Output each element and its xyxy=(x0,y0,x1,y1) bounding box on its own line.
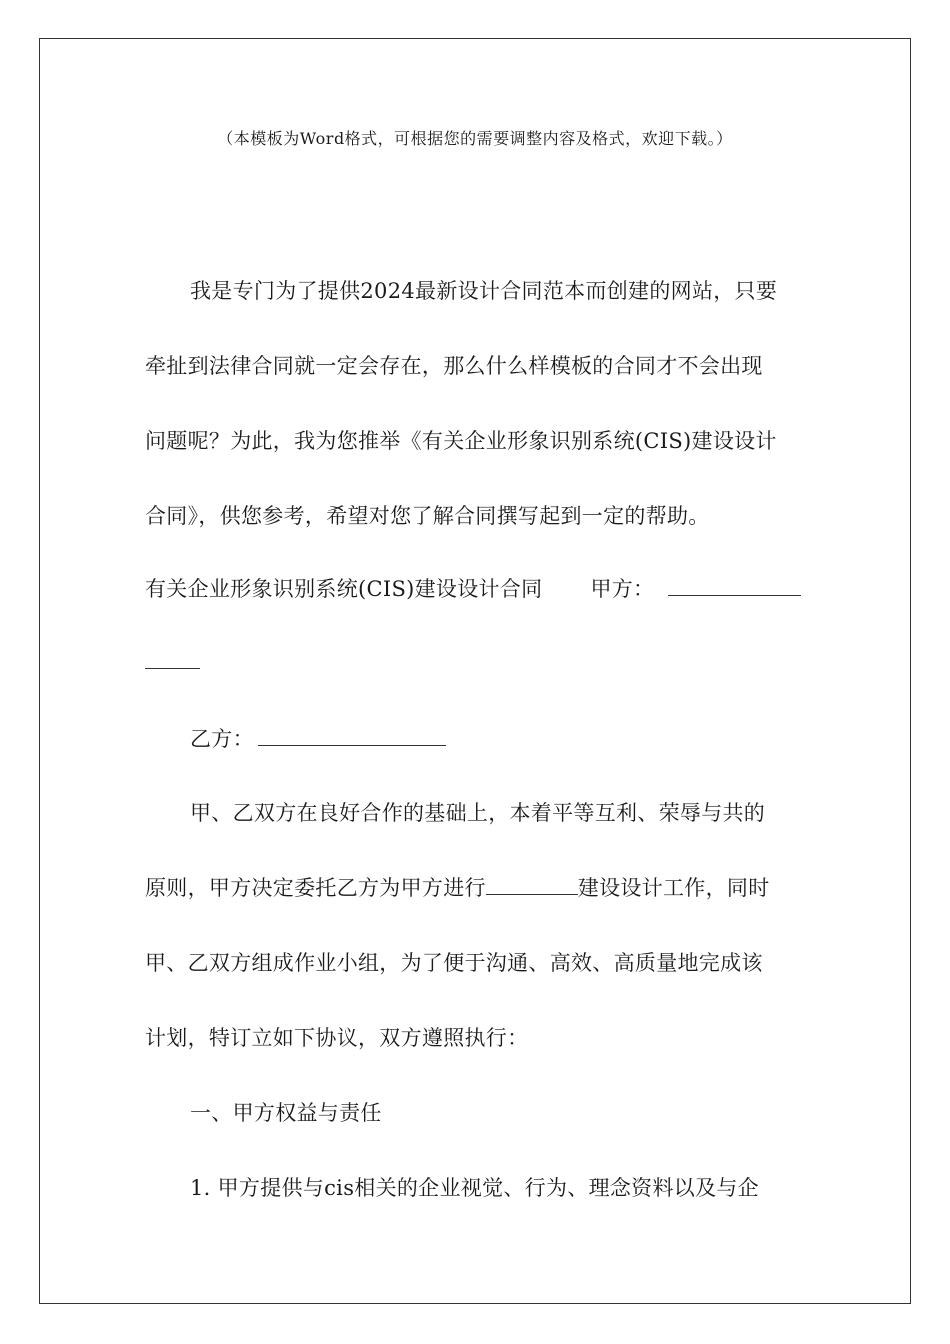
para1-line-2-before: 原则，甲方决定委托乙方为甲方进行 xyxy=(145,876,486,900)
intro-line-1: 我是专门为了提供2024最新设计合同范本而创建的网站，只要 xyxy=(190,279,778,303)
party-b-blank[interactable] xyxy=(258,725,446,746)
project-blank[interactable] xyxy=(486,874,578,895)
party-a-blank[interactable] xyxy=(668,575,801,596)
contract-title: 有关企业形象识别系统(CIS)建设设计合同 xyxy=(145,577,543,601)
item1-text: 1. 甲方提供与cis相关的企业视觉、行为、理念资料以及与企 xyxy=(190,1176,759,1200)
section1-heading: 一、甲方权益与责任 xyxy=(190,1101,382,1125)
intro-line-3: 问题呢？为此，我为您推举《有关企业形象识别系统(CIS)建设设计 xyxy=(145,429,777,453)
page-border xyxy=(39,38,911,1304)
intro-line-4: 合同》，供您参考，希望对您了解合同撰写起到一定的帮助。 xyxy=(145,504,710,528)
party-b-label: 乙方： xyxy=(190,727,254,751)
template-note: （本模板为Word格式，可根据您的需要调整内容及格式，欢迎下载。） xyxy=(217,129,733,148)
para1-line-4: 计划，特订立如下协议，双方遵照执行： xyxy=(145,1026,529,1050)
contract-title-line xyxy=(145,573,801,603)
party-a-label: 甲方： xyxy=(590,577,655,601)
party-a-blank-continued[interactable] xyxy=(145,668,200,669)
para1-line-2-after: 建设设计工作，同时 xyxy=(577,876,770,900)
intro-line-2: 牵扯到法律合同就一定会存在，那么什么样模板的合同才不会出现 xyxy=(145,354,763,378)
para1-line-2 xyxy=(145,872,770,902)
para1-line-1: 甲、乙双方在良好合作的基础上，本着平等互利、荣辱与共的 xyxy=(190,801,766,825)
party-b-line xyxy=(190,723,446,753)
para1-line-3: 甲、乙双方组成作业小组，为了便于沟通、高效、高质量地完成该 xyxy=(145,951,763,975)
